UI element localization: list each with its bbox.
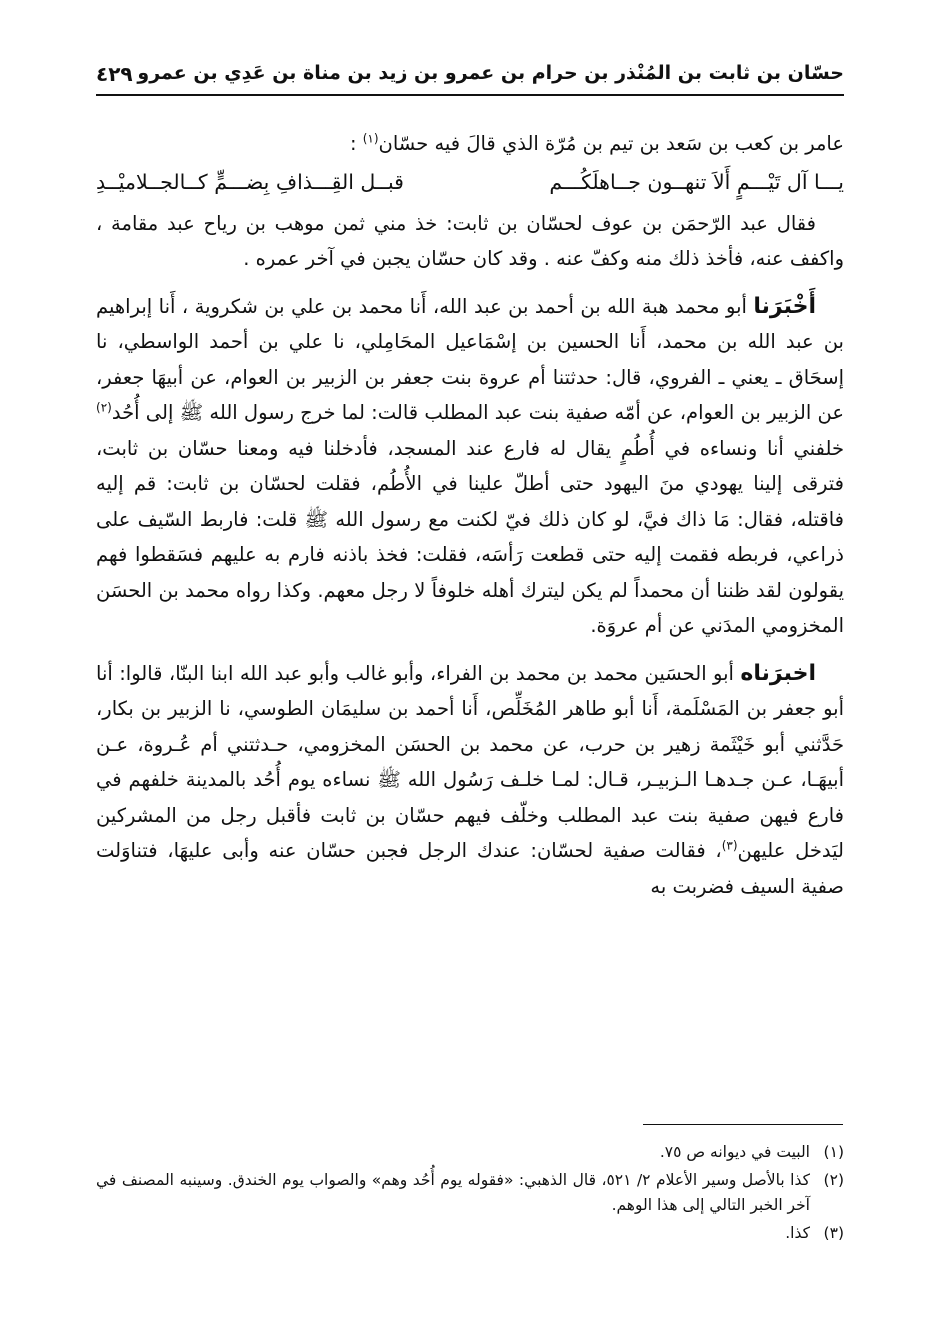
footnote-text: كذا بالأصل وسير الأعلام ٢/ ٥٢١، قال الذهبي: «فقوله يوم أُحُد وهم» والصواب يوم الخندق. وسينبه المصنف في آخر الخبر التالي إلى هذا الوهم. — [96, 1171, 810, 1214]
paragraph-1-text: فقال عبد الرّحمَن بن عوف لحسّان بن ثابت: خذ مني ثمن موهب بن رياح عبد مقامة ، واكفف عنه، فأخذ ذلك منه وكفّ عنه . وقد كان حسّان يجبن في آخر عمره . — [96, 211, 844, 270]
paragraph-3-text-b: ، فقالت صفية لحسّان: عندك الرجل فجبن حسّان عنه وأبى عليهَا، فتناوَلت صفية السيف فضربت به — [96, 839, 844, 898]
footnote-ref-3[interactable]: (٣) — [721, 838, 738, 853]
footnote-ref-1[interactable]: (١) — [362, 131, 379, 146]
footnote-number: (٢) — [823, 1171, 844, 1189]
footnotes — [96, 1140, 844, 1249]
paragraph-3-keyword: اخبرَناه — [740, 660, 816, 686]
footnote — [96, 1140, 844, 1165]
footnote — [96, 1221, 844, 1246]
paragraph-2 — [96, 289, 844, 644]
footnote-number: (١) — [823, 1143, 844, 1161]
main-text — [96, 126, 844, 904]
footnote-rule — [643, 1124, 843, 1125]
verse-first-hemistich: يـــا آل تَيْـــمٍ أَلاَ تنهــون جــاهلَكُـــم — [549, 169, 844, 194]
paragraph-1 — [96, 206, 844, 277]
intro-colon: : — [349, 132, 357, 155]
footnote-text: البيت في ديوانه ص ٧٥. — [659, 1143, 810, 1161]
footnote-ref-2[interactable]: (٢) — [96, 400, 112, 415]
paragraph-3 — [96, 656, 844, 905]
footnote-number: (٣) — [823, 1224, 844, 1242]
footnote — [96, 1168, 844, 1218]
intro-text: عامر بن كعب بن سَعد بن تيم بن مُرّة الذي قالَ فيه حسّان — [378, 132, 844, 155]
paragraph-2-keyword: أَخْبَرَنا — [753, 293, 816, 319]
verse-second-hemistich: قبــل القِـــذافِ بِضـــمٍّ كــالجــلاميْــدِ — [96, 169, 404, 194]
footnote-text: كذا. — [785, 1224, 810, 1242]
page-number: ٤٢٩ — [96, 62, 133, 86]
header-rule — [96, 94, 844, 96]
paragraph-3-text-a: أبو الحسَين محمد بن محمد بن الفراء، وأبو غالب وأبو عبد الله ابنا البنّا، قالوا: أنا أبو جعفر بن المَسْلَمة، أَنا أبو طاهر المُخَلِّص، أَنا أحمد بن سليمَان الطوسي، نا الزبير بن بكار، حَدَّثني أبو خَيْثَمة زهير بن حرب، عن محمد بن الحسَن المخزومي، حـدثتني أم عُـروة، عـن أبيهَـا، عـن جـدهـا الـزبيـر، قـال: لمـا خلـف رَسُول الله ﷺ نساءه يوم أُحُد بالمدينة خلفهم في فارع فيهن صفية بنت عبد المطلب وخلّف فيهم حسّان بن ثابت فأقبل رجل من المشركين ليَدخل عليهن — [96, 661, 844, 862]
poetry-verse — [96, 162, 844, 206]
intro-line — [96, 126, 844, 162]
header-title: حسّان بن ثابت بن المُنْذر بن حرام بن عمرو بن زيد بن مناة بن عَدِي بن عمرو — [137, 62, 844, 84]
running-header — [96, 62, 844, 90]
paragraph-2-text-b: خلفني أنا ونساءه في أُطُمٍ يقال له فارع عند المسجد، فأدخلنا فيه ومعنا حسّان بن ثابت، فترقى إلينا يهودي منَ اليهود حتى أطلّ علينا في الأُطُم، فقلت لحسّان بن ثابت: قم إليه فاقتله، فقال: مَا ذاك فيَّ، لو كان ذلك فيّ لكنت مع رسول الله ﷺ قلت: فاربط السّيف على ذراعي، فربطه فقمت إليه حتى قطعت رَأسَه، فقلت: فخذ باذنه فارم به عليهم فسَقطوا فهم يقولون لقد ظننا أن محمداً لم يكن ليترك أهله خلوفاً لا رجل معهم. وكذا رواه محمد بن الحسَن المخزومي المدَني عن أم عروَة. — [96, 436, 844, 637]
paragraph-2-text-a: أبو محمد هبة الله بن أحمد بن عبد الله، أَنا محمد بن علي بن شكروية ، أَنا إبراهيم بن عبد الله بن محمد، أَنا الحسين بن إسْمَاعيل المحَامِلي، نا علي بن أحمد الواسطي، نا إسحَاق ـ يعني ـ الفروي، قال: حدثتنا أم عروة بنت جعفر بن الزبير بن العوام، عن أبيهَا جعفر، عن الزبير بن العوام، عن أمّه صفية بنت عبد المطلب قالت: لما خرج رسول الله ﷺ إلى أُحُد — [96, 294, 844, 424]
